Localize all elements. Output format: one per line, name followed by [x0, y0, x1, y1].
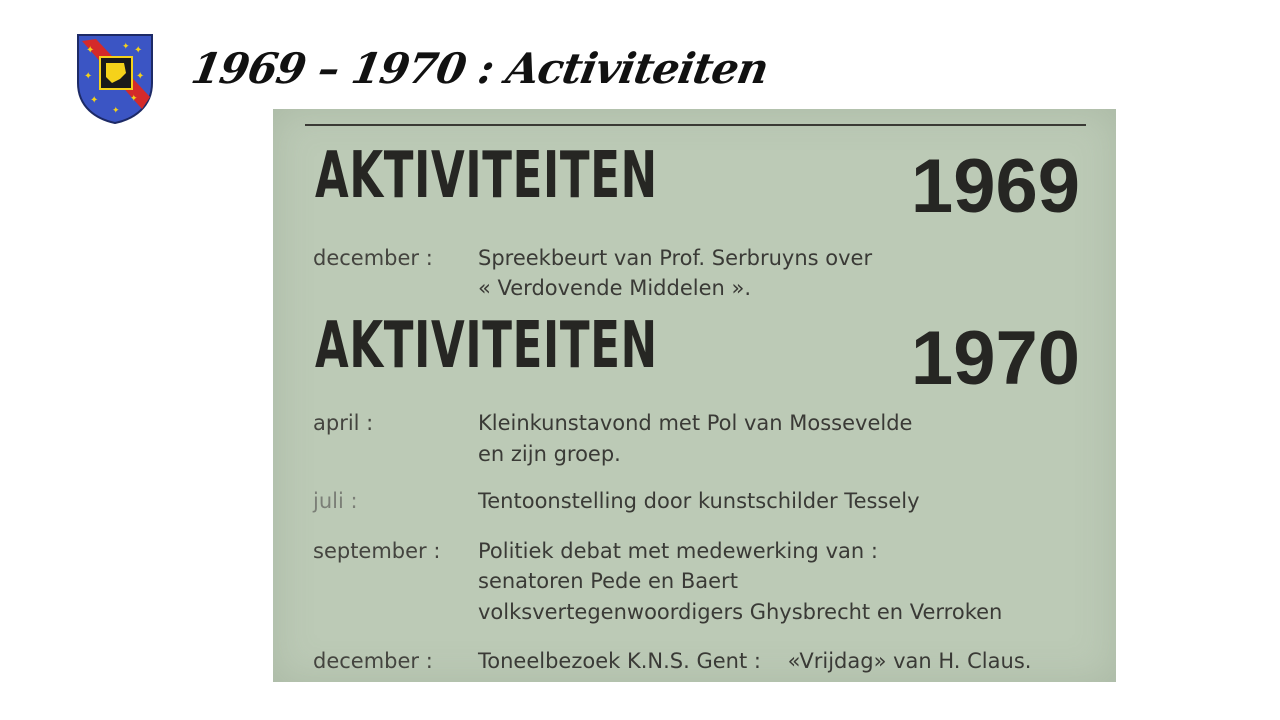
section-heading: AKTIVITEITEN [315, 309, 658, 383]
svg-text:✦: ✦ [112, 106, 120, 116]
coat-of-arms-icon [76, 33, 154, 125]
section-year: 1970 [910, 316, 1080, 401]
entry-line: « Verdovende Middelen ». [478, 276, 751, 300]
entry-month: april : [313, 411, 374, 435]
svg-text:✦: ✦ [90, 95, 99, 106]
entry-line: Politiek debat met medewerking van : [478, 539, 878, 563]
svg-text:✦: ✦ [122, 42, 130, 52]
entry-month: september : [313, 539, 441, 563]
entry-line: Spreekbeurt van Prof. Serbruyns over [478, 246, 873, 270]
entry-line: en zijn groep. [478, 442, 621, 466]
entry-month: december : [313, 649, 433, 673]
top-rule [305, 124, 1086, 126]
slide-title: 1969 – 1970 : Activiteiten [187, 44, 772, 93]
entry-line: volksvertegenwoordigers Ghysbrecht en Verroken [478, 600, 1003, 624]
svg-text:✦: ✦ [86, 45, 95, 56]
svg-text:✦: ✦ [130, 94, 138, 104]
entry-line: senatoren Pede en Baert [478, 569, 738, 593]
entry-line: Kleinkunstavond met Pol van Mossevelde [478, 411, 913, 435]
entry-month: december : [313, 246, 433, 270]
scanned-document [273, 109, 1116, 682]
svg-text:✦: ✦ [136, 71, 145, 82]
svg-text:✦: ✦ [134, 45, 143, 56]
entry-line: Tentoonstelling door kunstschilder Tessely [478, 489, 920, 513]
section-year: 1969 [910, 144, 1080, 229]
entry-month: juli : [313, 489, 358, 513]
svg-text:✦: ✦ [84, 71, 93, 82]
section-heading: AKTIVITEITEN [315, 139, 658, 213]
entry-line: Toneelbezoek K.N.S. Gent : «Vrijdag» van H. Claus. [478, 649, 1032, 673]
